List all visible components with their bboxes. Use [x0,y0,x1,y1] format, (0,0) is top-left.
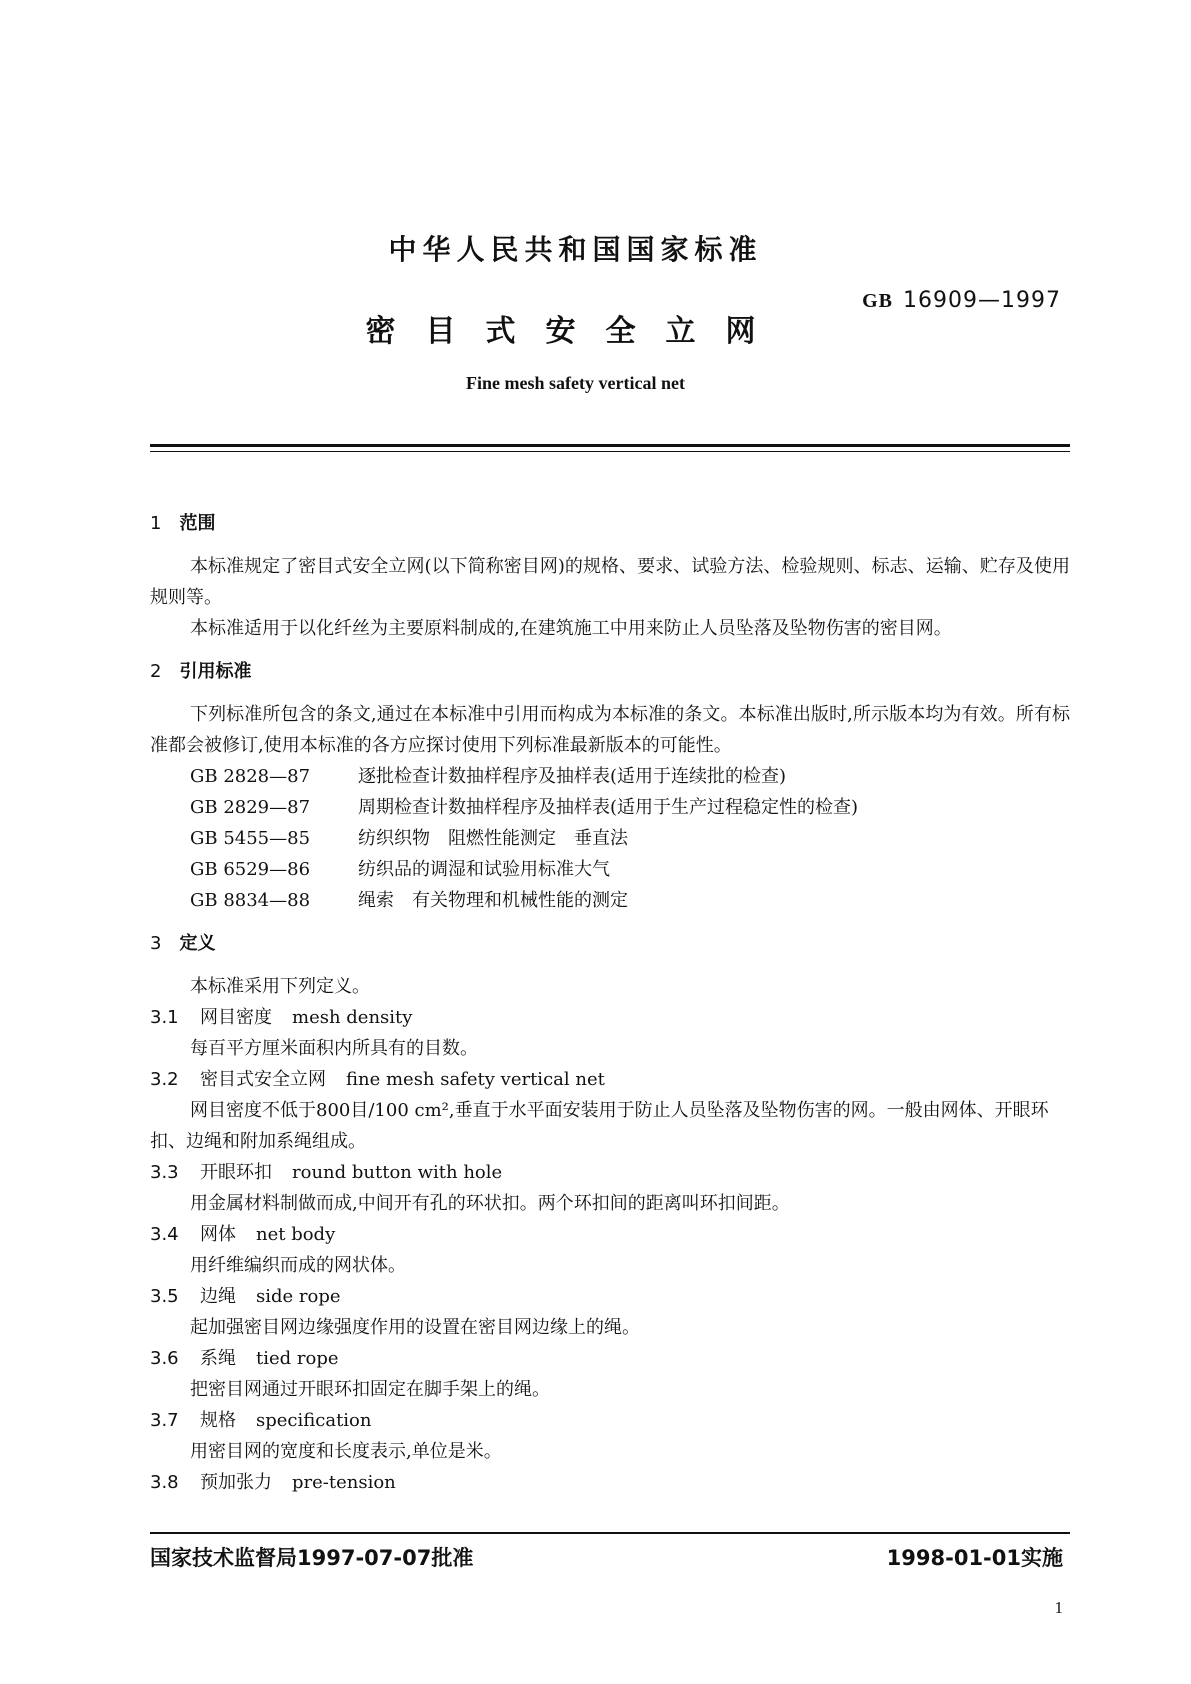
definition-number: 3.3 [150,1162,179,1183]
definition-number: 3.7 [150,1410,179,1431]
reference-title: 纺织品的调湿和试验用标准大气 [358,859,610,880]
definition-term: 规格 [200,1410,236,1431]
reference-item [150,823,1070,854]
reference-item [150,792,1070,823]
definition-term-en: side rope [256,1286,341,1307]
reference-code: GB 2828—87 [190,766,311,787]
definition-term-en: tied rope [256,1348,339,1369]
definition-number: 3.6 [150,1348,179,1369]
reference-code: GB 6529—86 [190,859,311,880]
definition-body: 每百平方厘米面积内所具有的目数。 [190,1038,478,1059]
definition-list [150,1002,1070,1498]
definition-body: 用密目网的宽度和长度表示,单位是米。 [190,1441,502,1462]
definition-term: 开眼环扣 [200,1162,272,1183]
definition-heading [150,1343,1070,1374]
definition-number: 3.4 [150,1224,179,1245]
definition-body: 把密目网通过开眼环扣固定在脚手架上的绳。 [190,1379,550,1400]
reference-list [150,761,1070,916]
section-heading-references: 2 引用标准 [150,661,252,682]
paragraph: 本标准规定了密目式安全立网(以下简称密目网)的规格、要求、试验方法、检验规则、标志、运输、贮存及使用规则等。 [150,556,1070,608]
reference-item [150,854,1070,885]
reference-item [150,885,1070,916]
definition-term: 网目密度 [200,1007,272,1028]
definition-heading [150,1467,1070,1498]
reference-code: GB 2829—87 [190,797,311,818]
definition-heading [150,1157,1070,1188]
header-rule-thin [150,451,1070,452]
definition-body: 用纤维编织而成的网状体。 [190,1255,406,1276]
definition-body: 起加强密目网边缘强度作用的设置在密目网边缘上的绳。 [190,1317,640,1338]
paragraph: 本标准适用于以化纤丝为主要原料制成的,在建筑施工中用来防止人员坠落及坠物伤害的密目网。 [190,618,952,639]
definition-term: 预加张力 [200,1472,272,1493]
section-heading-scope: 1 范围 [150,513,216,534]
definition-number: 3.8 [150,1472,179,1493]
reference-title: 绳索 有关物理和机械性能的测定 [358,890,628,911]
definition-term: 系绳 [200,1348,236,1369]
definition-heading [150,1219,1070,1250]
section-heading-definitions: 3 定义 [150,933,216,954]
definition-heading [150,1281,1070,1312]
reference-title: 逐批检查计数抽样程序及抽样表(适用于连续批的检查) [358,766,787,787]
definition-term-en: pre-tension [292,1472,396,1493]
effective-date: 1998-01-01实施 [886,1546,1063,1570]
definition-term: 边绳 [200,1286,236,1307]
approval-date: 国家技术监督局1997-07-07批准 [150,1546,474,1570]
document-title-en: Fine mesh safety vertical net [466,373,685,393]
standard-title: 中华人民共和国国家标准 [388,233,763,266]
definition-term-en: fine mesh safety vertical net [346,1069,605,1090]
reference-code: GB 8834—88 [190,890,311,911]
definition-term: 网体 [200,1224,236,1245]
definition-number: 3.5 [150,1286,179,1307]
definition-body: 用金属材料制做而成,中间开有孔的环状扣。两个环扣间的距离叫环扣间距。 [190,1193,790,1214]
header-rule-thick [150,444,1070,447]
definition-heading [150,1405,1070,1436]
reference-title: 周期检查计数抽样程序及抽样表(适用于生产过程稳定性的检查) [358,797,859,818]
definition-number: 3.1 [150,1007,179,1028]
definition-term: 密目式安全立网 [200,1069,326,1090]
paragraph: 下列标准所包含的条文,通过在本标准中引用而构成为本标准的条文。本标准出版时,所示版本均为有效。所有标准都会被修订,使用本标准的各方应探讨使用下列标准最新版本的可能性。 [150,704,1070,756]
definition-term-en: specification [256,1410,372,1431]
reference-title: 纺织织物 阻燃性能测定 垂直法 [358,828,628,849]
reference-code: GB 5455—85 [190,828,311,849]
definition-term-en: mesh density [292,1007,413,1028]
definition-term-en: net body [256,1224,336,1245]
footer-rule [150,1532,1070,1534]
gb-prefix: GB [862,290,894,312]
document-title-cn: 密目式安全立网 [365,314,786,349]
definition-term-en: round button with hole [292,1162,503,1183]
definition-heading [150,1064,1070,1095]
paragraph: 本标准采用下列定义。 [190,976,370,997]
document-body [150,500,1070,1498]
page-number: 1 [1054,1598,1063,1617]
definition-number: 3.2 [150,1069,179,1090]
definition-heading [150,1002,1070,1033]
gb-number: 16909—1997 [903,288,1061,313]
definition-body: 网目密度不低于800目/100 cm²,垂直于水平面安装用于防止人员坠落及坠物伤害的网。一般由网体、开眼环扣、边绳和附加系绳组成。 [150,1100,1049,1152]
reference-item [150,761,1070,792]
